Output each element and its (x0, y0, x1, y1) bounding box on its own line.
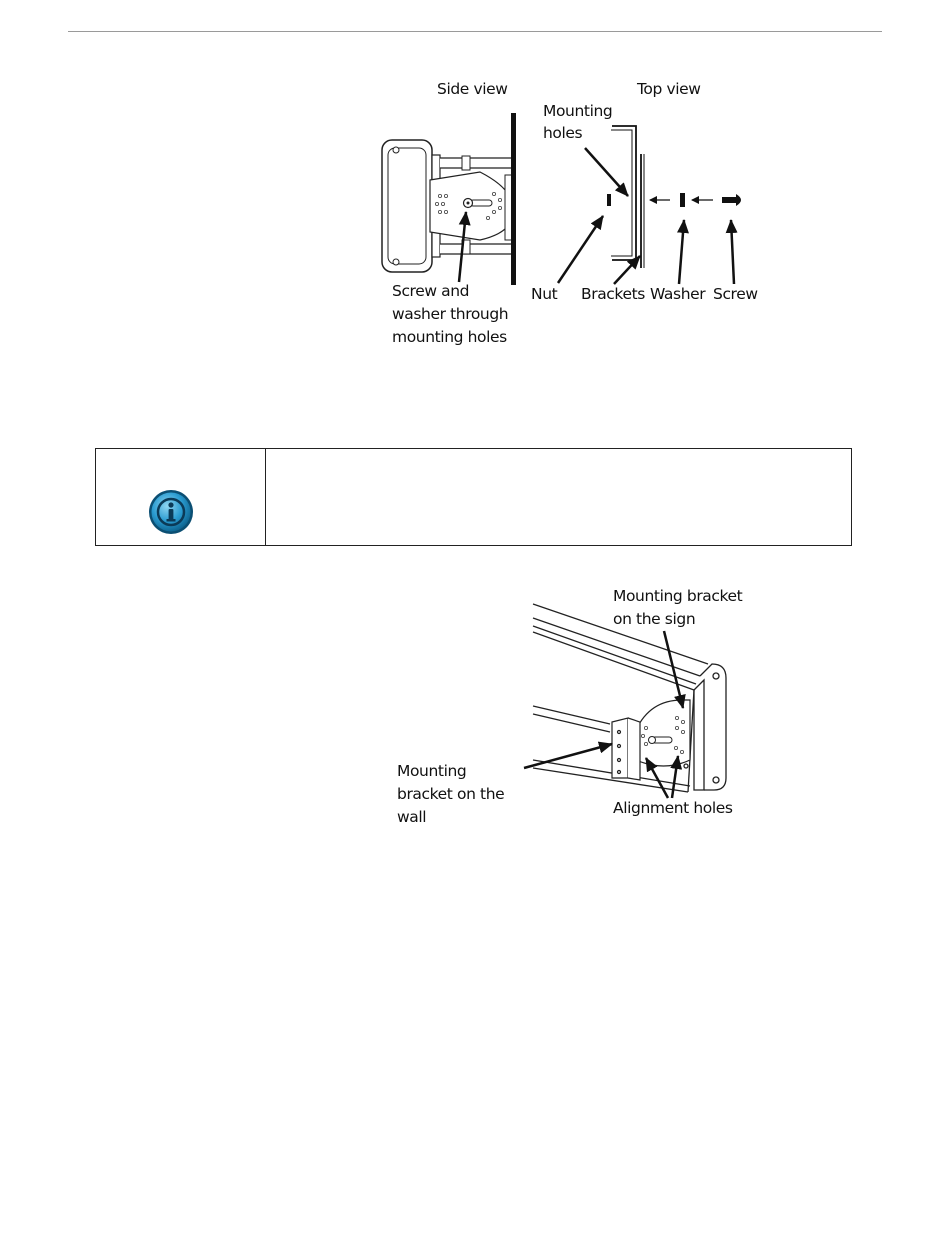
washer-label: Washer (650, 285, 706, 303)
screw-washer-label-line1: Screw and (392, 282, 470, 300)
screw-washer-label-line3: mounting holes (392, 328, 507, 346)
mounting-holes-label-line1: Mounting (543, 102, 613, 120)
side-view-label: Side view (437, 80, 508, 98)
brackets-label: Brackets (581, 285, 645, 303)
wall-bracket-arrow (524, 744, 612, 768)
wall-bracket (612, 718, 640, 780)
screw-washer-label-line2: washer through (392, 305, 509, 323)
screw-label: Screw (713, 285, 758, 303)
wall-bracket-label-line2: bracket on the (397, 785, 505, 803)
nut-label: Nut (531, 285, 558, 303)
wall-bracket-label-line3: wall (397, 808, 427, 826)
top-view-label: Top view (637, 80, 701, 98)
alignment-holes-label: Alignment holes (613, 799, 733, 817)
sign-bracket-label-line2: on the sign (613, 610, 696, 628)
sign-bracket-label-line1: Mounting bracket (613, 587, 743, 605)
mounting-holes-label-line2: holes (543, 124, 583, 142)
wall-bracket-label-line1: Mounting (397, 762, 467, 780)
